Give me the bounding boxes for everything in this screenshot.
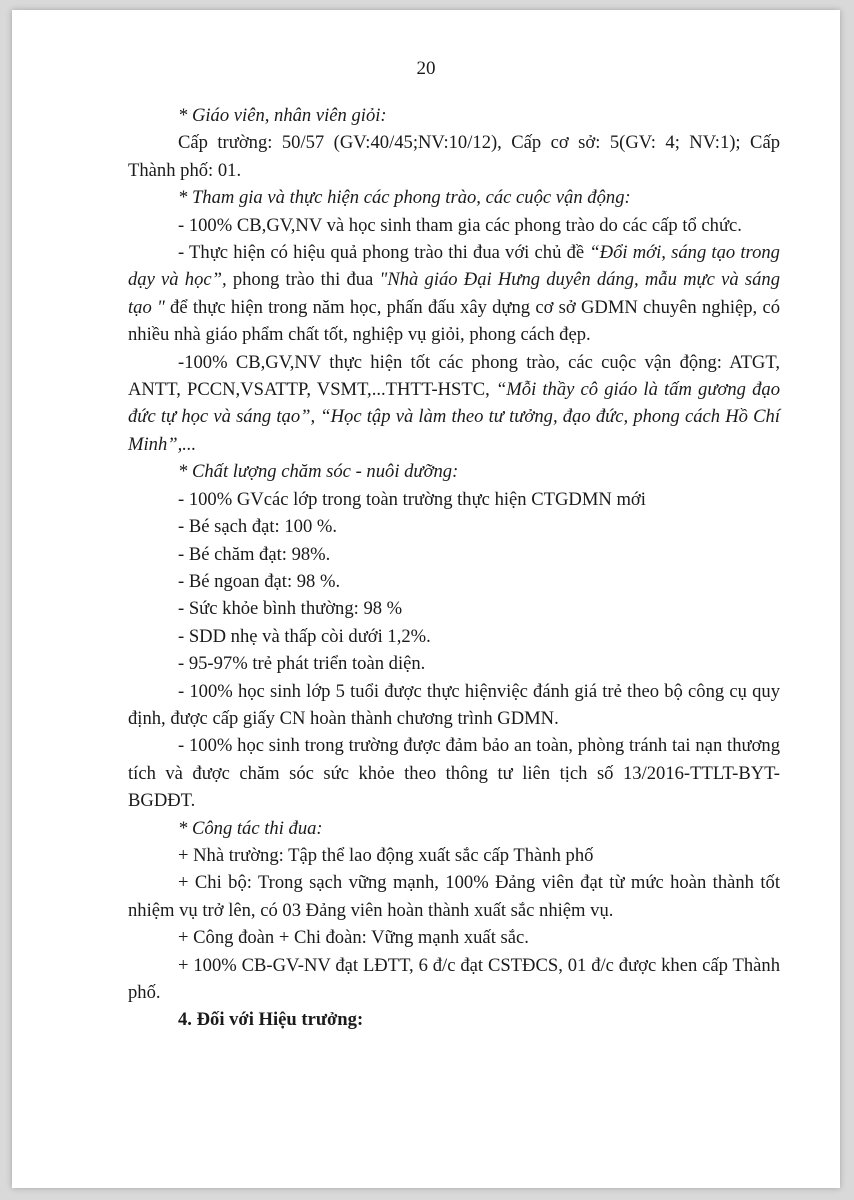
paragraph-movements-2-part-0: - Thực hiện có hiệu quả phong trào thi đua với chủ đề bbox=[178, 242, 590, 264]
paragraph-teachers-levels: Cấp trường: 50/57 (GV:40/45;NV:10/12), Cấp cơ sở: 5(GV: 4; NV:1); Cấp Thành phố: 01. bbox=[128, 132, 780, 181]
paragraph-movements-2-part-1: “Đổi mới, sáng tạo trong dạy và học”, bbox=[128, 242, 780, 291]
paragraph-movements-3-part-1: “Mỗi thầy cô giáo là tấm gương đạo đức tự học và sáng tạo”, “Học tập và làm theo tư tưởng, đạo đức, phong cách Hồ Chí Minh”,... bbox=[128, 379, 781, 455]
paragraph-care-6: - SDD nhẹ và thấp còi dưới 1,2%. bbox=[178, 625, 431, 647]
paragraph-movements-2-part-3: "Nhà giáo Đại Hưng duyên dáng, mẫu mực và sáng tạo " bbox=[128, 269, 780, 318]
paragraph-care-9: - 100% học sinh trong trường được đảm bảo an toàn, phòng tránh tai nạn thương tích và được chăm sóc sức khỏe theo thông tư liên tịch số 13/2016-TTLT-BYT-BGDĐT. bbox=[128, 735, 780, 812]
paragraph-care-2: - Bé sạch đạt: 100 %. bbox=[178, 516, 338, 538]
document-body bbox=[128, 102, 780, 1034]
paragraph-emulation-3: + Công đoàn + Chi đoàn: Vững mạnh xuất sắc. bbox=[178, 927, 529, 949]
paragraph-movements-2-part-4: để thực hiện trong năm học, phấn đấu xây dựng cơ sở GDMN chuyên nghiệp, có nhiều nhà giáo phẩm chất tốt, nghiệp vụ giỏi, phong cách đẹp. bbox=[128, 296, 780, 346]
paragraph-heading-care: * Chất lượng chăm sóc - nuôi dưỡng: bbox=[178, 461, 459, 483]
paragraph-care-4: - Bé ngoan đạt: 98 %. bbox=[178, 570, 341, 592]
paragraph-heading-principal: 4. Đối với Hiệu trưởng: bbox=[178, 1009, 364, 1031]
paragraph-care-3: - Bé chăm đạt: 98%. bbox=[178, 543, 331, 565]
paragraph-heading-emulation: * Công tác thi đua: bbox=[178, 817, 323, 839]
page-number: 20 bbox=[416, 58, 436, 79]
paragraph-care-5: - Sức khỏe bình thường: 98 % bbox=[178, 598, 403, 620]
paragraph-heading-movements: * Tham gia và thực hiện các phong trào, các cuộc vận động: bbox=[178, 187, 631, 209]
paragraph-movements-3 bbox=[128, 349, 780, 459]
paragraph-care-7: - 95-97% trẻ phát triển toàn diện. bbox=[178, 653, 426, 675]
paragraph-emulation-2: + Chi bộ: Trong sạch vững mạnh, 100% Đảng viên đạt từ mức hoàn thành tốt nhiệm vụ trở lên, có 03 Đảng viên hoàn thành xuất sắc nhiệm vụ. bbox=[128, 872, 780, 921]
paragraph-care-8: - 100% học sinh lớp 5 tuổi được thực hiệnviệc đánh giá trẻ theo bộ công cụ quy định, được cấp giấy CN hoàn thành chương trình GDMN. bbox=[128, 680, 780, 729]
paragraph-movements-3-part-0: -100% CB,GV,NV thực hiện tốt các phong trào, các cuộc vận động: ATGT, ANTT, PCCN,VSATTP, VSMT,...THTT-HSTC, bbox=[128, 351, 780, 401]
document-page bbox=[12, 10, 840, 1188]
paragraph-emulation-4: + 100% CB-GV-NV đạt LĐTT, 6 đ/c đạt CSTĐCS, 01 đ/c được khen cấp Thành phố. bbox=[128, 954, 780, 1003]
paragraph-movements-2 bbox=[128, 239, 780, 349]
paragraph-movements-1: - 100% CB,GV,NV và học sinh tham gia các phong trào do các cấp tổ chức. bbox=[178, 214, 742, 236]
paragraph-emulation-1: + Nhà trường: Tập thể lao động xuất sắc cấp Thành phố bbox=[178, 844, 594, 866]
paragraph-heading-teachers: * Giáo viên, nhân viên giỏi: bbox=[178, 105, 387, 126]
paragraph-care-1: - 100% GVcác lớp trong toàn trường thực hiện CTGDMN mới bbox=[178, 488, 646, 510]
paragraph-movements-2-part-2: phong trào thi đua bbox=[226, 269, 380, 291]
